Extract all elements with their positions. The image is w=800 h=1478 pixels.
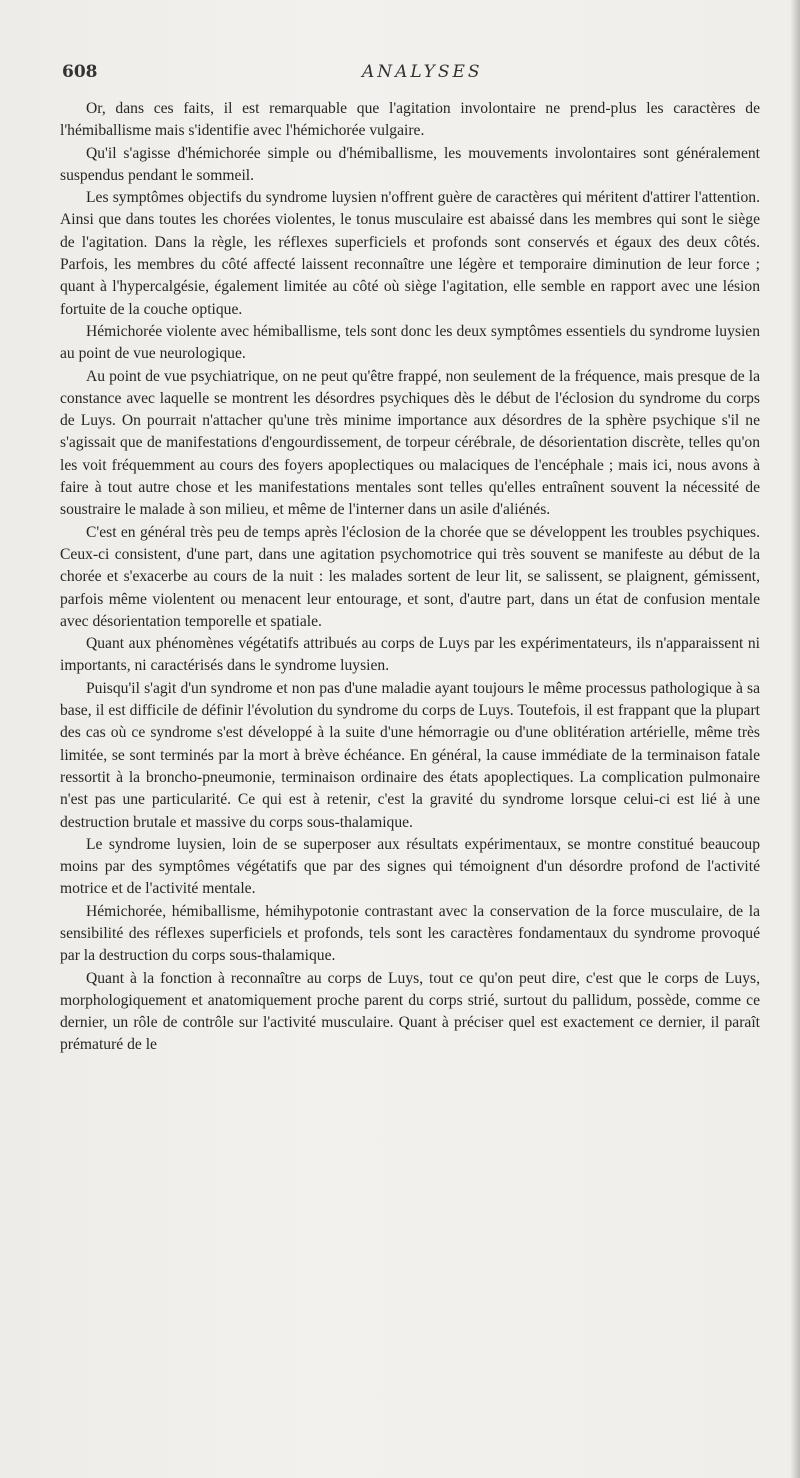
paragraph: Les symptômes objectifs du syndrome luysien n'offrent guère de caractères qui méritent d'attirer l'attention. Ainsi que dans toutes les chorées violentes, le tonus musculaire est abaissé dans les membres qui sont le siège de l'agitation. Dans la règle, les réflexes superficiels et profonds sont conservés et égaux des deux côtés. Parfois, les membres du côté affecté laissent reconnaître une légère et temporaire diminution de leur force ; quant à l'hypercalgésie, également limitée au côté où siège l'agitation, elle semble en rapport avec une lésion fortuite de la couche optique. [60, 189, 760, 318]
paragraph: Le syndrome luysien, loin de se superposer aux résultats expérimentaux, se montre constitué beaucoup moins par des symptômes végétatifs que par des signes qui témoignent d'un désordre profond de l'activité motrice et de l'activité mentale. [60, 835, 760, 898]
paragraph: Au point de vue psychiatrique, on ne peut qu'être frappé, non seulement de la fréquence, mais presque de la constance avec laquelle se montrent les désordres psychiques dès le début de l'éclosion du syndrome du corps de Luys. On pourrait n'attacher qu'une très minime importance aux désordres de la sphère psychique s'il ne s'agissait que de manifestations d'engourdissement, de torpeur cérébrale, de désorientation discrète, telles qu'on les voit fréquemment au cours des foyers apoplectiques ou malaciques de l'encéphale ; mais ici, nous avons à faire à tout autre chose et les manifestations mentales sont telles qu'elles entraînent souvent la nécessité de soustraire le malade à son milieu, et même de l'interner dans un asile d'aliénés. [60, 367, 760, 519]
paragraph: Quant aux phénomènes végétatifs attribués au corps de Luys par les expérimentateurs, ils n'apparaissent ni importants, ni caractérisés dans le syndrome luysien. [60, 635, 760, 675]
running-title: ANALYSES [362, 62, 483, 82]
paragraph: Hémichorée violente avec hémiballisme, tels sont donc les deux symptômes essentiels du syndrome luysien au point de vue neurologique. [60, 322, 760, 363]
page-header [62, 62, 752, 92]
page-number: 608 [62, 62, 98, 82]
paragraph: Quant à la fonction à reconnaître au corps de Luys, tout ce qu'on peut dire, c'est que le corps de Luys, morphologiquement et anatomiquement proche parent du corps strié, surtout du pallidum, possède, comme ce dernier, un rôle de contrôle sur l'activité musculaire. Quant à préciser quel est exactement ce dernier, il paraît prématuré de le [60, 969, 760, 1054]
body-text [60, 98, 760, 1057]
page-edge-shadow [790, 0, 800, 1478]
paragraph: C'est en général très peu de temps après l'éclosion de la chorée que se développent les troubles psychiques. Ceux-ci consistent, d'une part, dans une agitation psychomotrice qui très souvent se manifeste au début de la chorée et s'exacerbe au cours de la nuit : les malades sortent de leur lit, se salissent, se plaignent, gémissent, parfois même violentent ou menacent leur entourage, et sont, d'autre part, dans un état de confusion mentale avec désorientation temporelle et spatiale. [60, 523, 760, 630]
paragraph: Puisqu'il s'agit d'un syndrome et non pas d'une maladie ayant toujours le même processus pathologique à sa base, il est difficile de définir l'évolution du syndrome du corps de Luys. Toutefois, il est frappant que la plupart des cas où ce syndrome s'est développé à la suite d'une hémorragie ou d'une oblitération artérielle, même très limitée, se sont terminés par la mort à brève échéance. En général, la cause immédiate de la terminaison fatale ressortit à la broncho-pneumonie, terminaison ordinaire des états apoplectiques. La complication pulmonaire n'est pas une particularité. Ce qui est à retenir, c'est la gravité du syndrome lorsque celui-ci est lié à une destruction brutale et massive du corps sous-thalamique. [60, 679, 760, 831]
paragraph: Or, dans ces faits, il est remarquable que l'agitation involontaire ne prend-plus les caractères de l'hémiballisme mais s'identifie avec l'hémichorée vulgaire. [60, 100, 760, 140]
paragraph: Qu'il s'agisse d'hémichorée simple ou d'hémiballisme, les mouvements involontaires sont généralement suspendus pendant le sommeil. [60, 144, 760, 184]
paragraph: Hémichorée, hémiballisme, hémihypotonie contrastant avec la conservation de la force musculaire, de la sensibilité des réflexes superficiels et profonds, tels sont les caractères fondamentaux du syndrome provoqué par la destruction du corps sous-thalamique. [60, 902, 760, 965]
